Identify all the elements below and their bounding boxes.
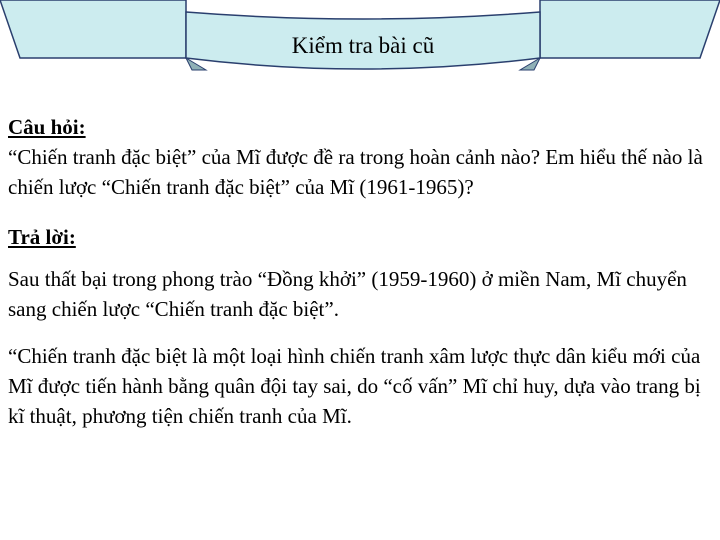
banner-left-tail <box>0 0 186 58</box>
slide-title: Kiểm tra bài cũ <box>291 33 435 58</box>
answer-paragraph-1: Sau thất bại trong phong trào “Đồng khởi” (1959-1960) ở miền Nam, Mĩ chuyển sang chiến lược “Chiến tranh đặc biệt”. <box>8 267 687 321</box>
slide-content <box>8 112 716 431</box>
question-text: “Chiến tranh đặc biệt” của Mĩ được đề ra trong hoàn cảnh nào? Em hiểu thế nào là chiến lược “Chiến tranh đặc biệt” của Mĩ (1961-1965)? <box>8 145 703 199</box>
answer-paragraph-2: “Chiến tranh đặc biệt là một loại hình chiến tranh xâm lược thực dân kiểu mới của Mĩ được tiến hành bằng quân đội tay sai, do “cố vấn” Mĩ chỉ huy, dựa vào trang bị kĩ thuật, phương tiện chiến tranh của Mĩ. <box>8 344 701 428</box>
question-heading: Câu hỏi: <box>8 115 86 139</box>
banner-right-tail <box>540 0 720 58</box>
answer-heading: Trả lời: <box>8 225 76 249</box>
